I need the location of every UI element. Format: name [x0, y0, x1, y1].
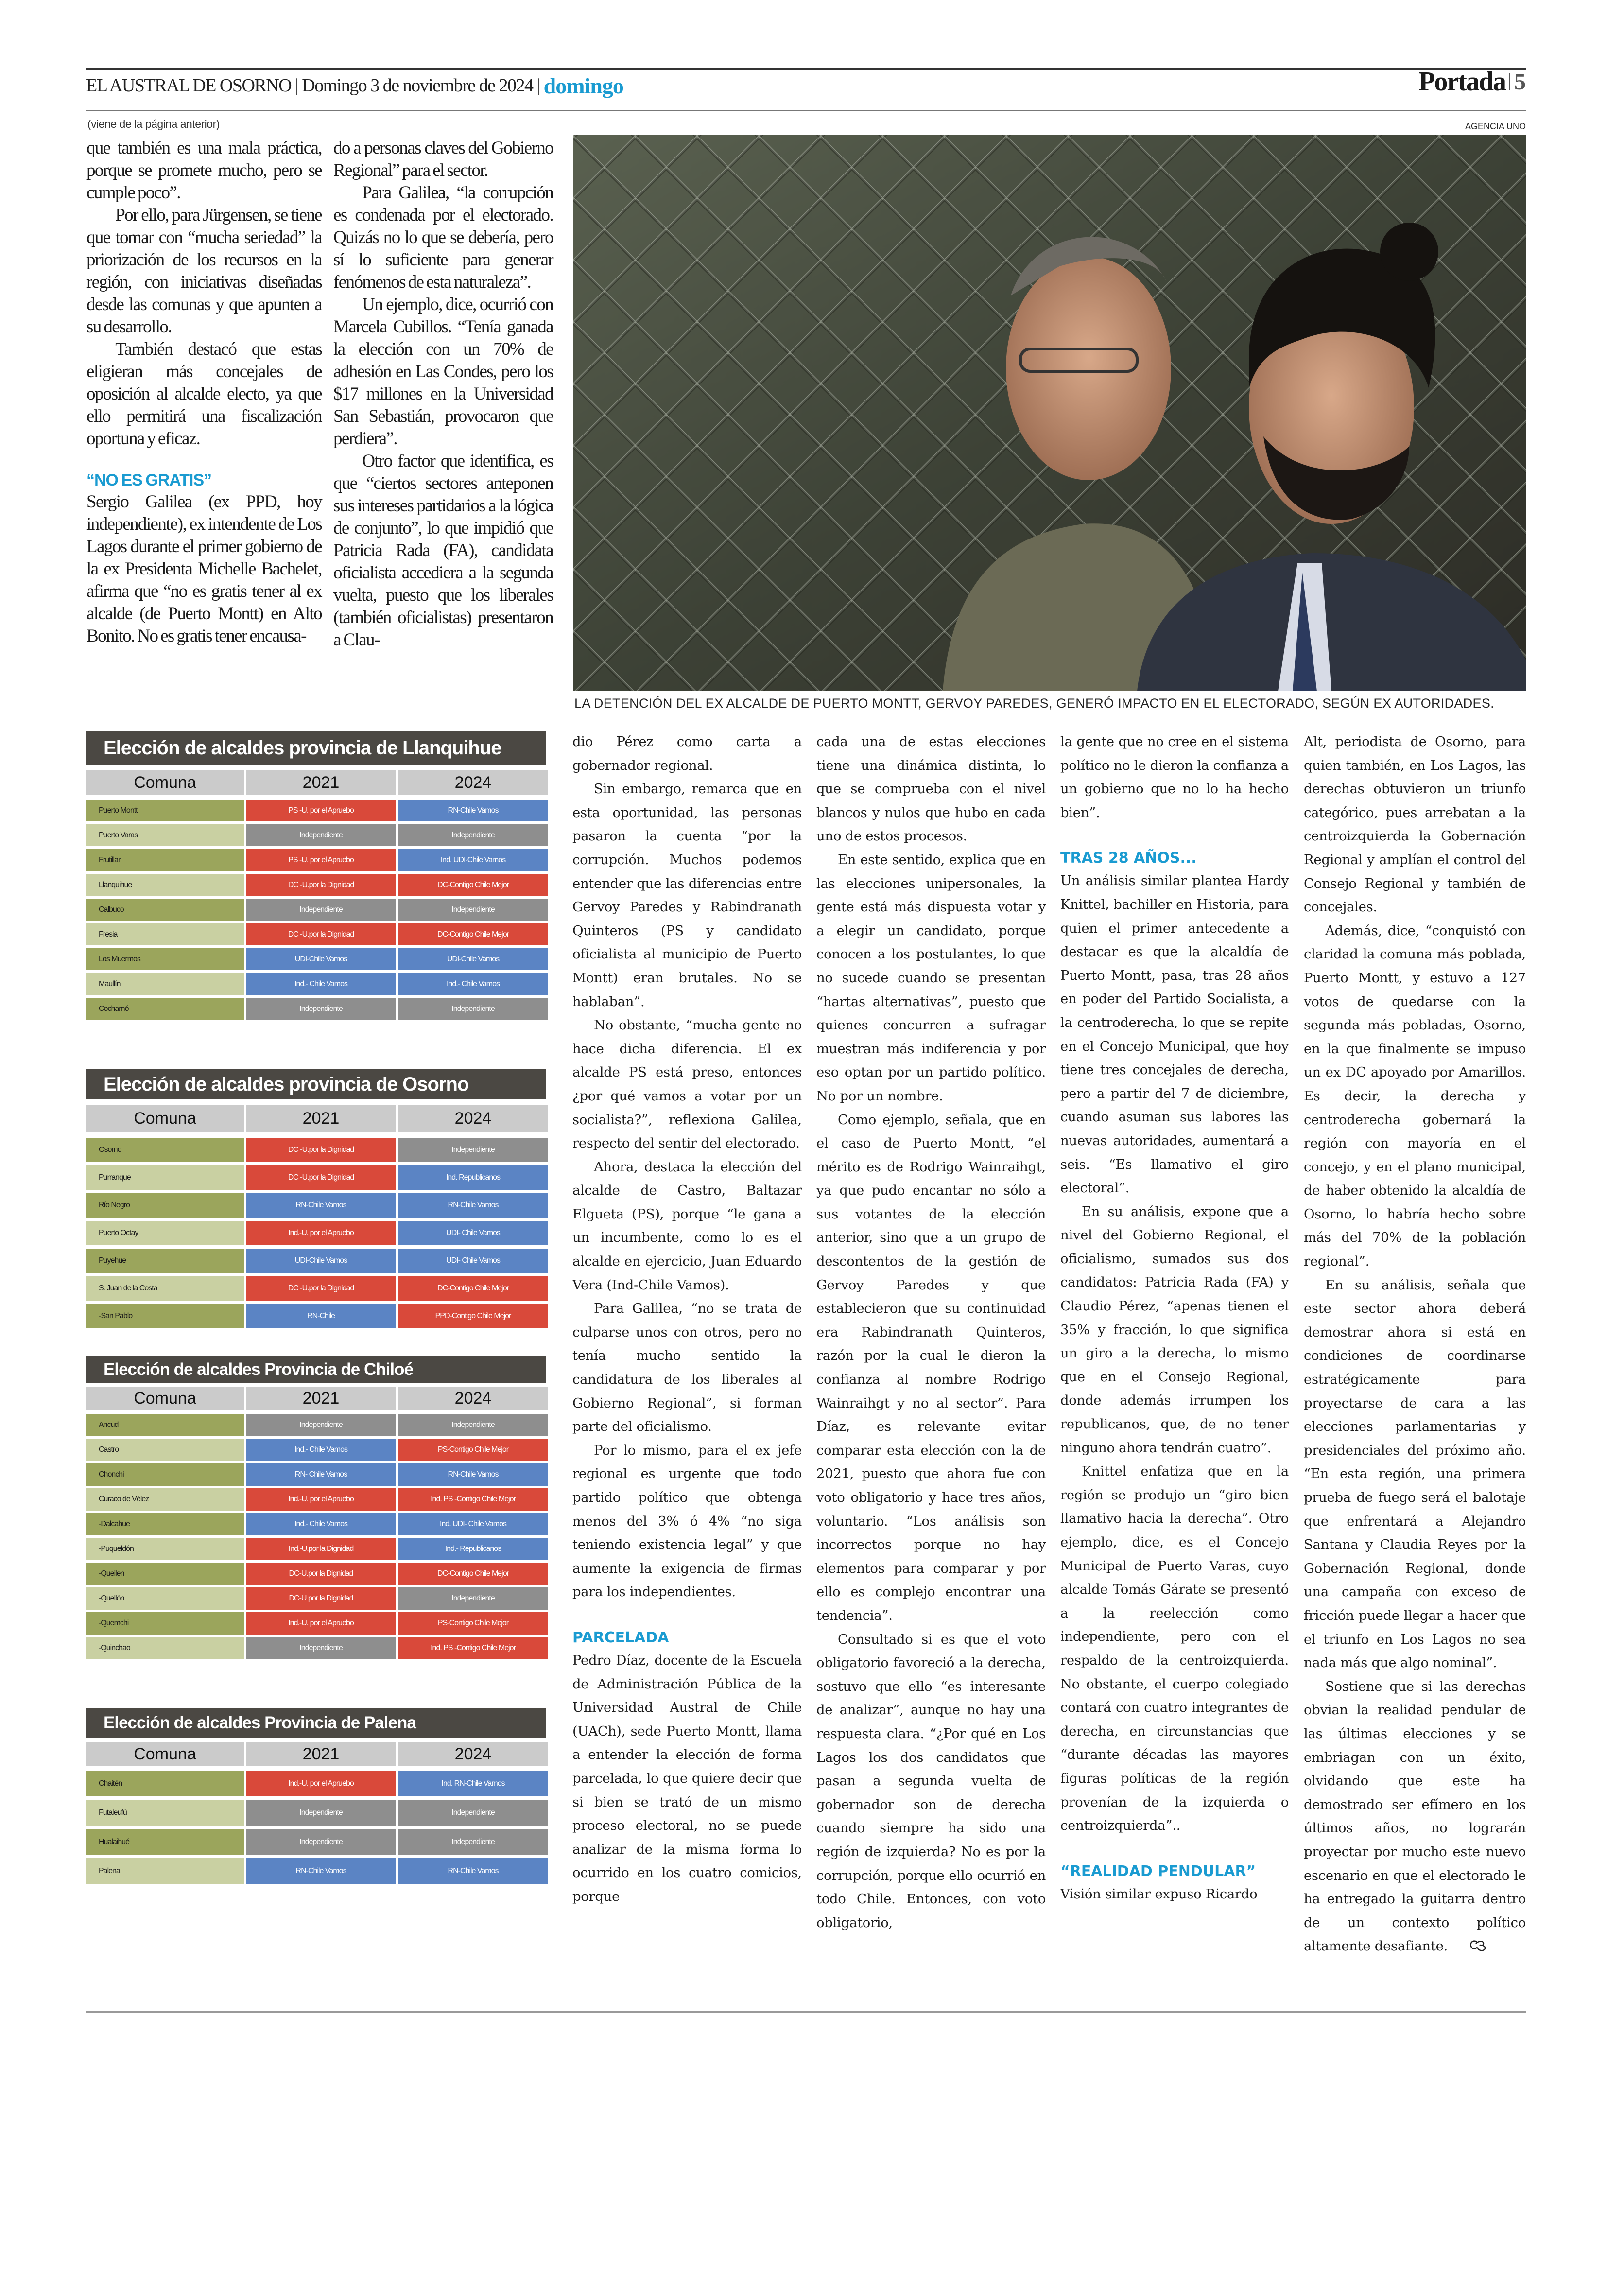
paragraph-text: Para Galilea, “no se trata de culparse unos con otros, pero no tenía mucho sentido la candidatura de los liberales al Gobierno Regional”, si forman parte del oficialismo. [572, 1301, 802, 1435]
paragraph [333, 294, 553, 450]
paragraph-text: Como ejemplo, señala, que en el caso de Puerto Montt, “el mérito es de Rodrigo Wainraihgt, ya que pudo encantar no sólo a sus votantes de la elección anterior, sino que a un grupo de descontentos de la gestión de Gervoy Paredes y que establecieron que su continuidad era Rabindranath Quinteros, razón por la cual le dieron la confianza al nombre Rodrigo Wainraihgt y no al sector”. Para Díaz, es relevante evitar comparar esta elección con la de 2021, puesto que ahora fue con voto obligatorio y hace tres años, voluntario. “Los análisis son incorrectos porque no hay elementos para comparar y por ello es complejo encontrar una tendencia”. [816, 1112, 1046, 1623]
photo-credit: AGENCIA UNO [1465, 122, 1526, 131]
paragraph [333, 137, 553, 182]
table-header-row [86, 1387, 546, 1410]
party-2021-cell: Independiente [246, 899, 396, 921]
comuna-cell: Río Negro [86, 1193, 244, 1218]
table-title: Elección de alcaldes provincia de Osorno [86, 1069, 546, 1099]
table-header-row [86, 1742, 546, 1766]
party-2021-cell: UDI-Chile Vamos [246, 1249, 396, 1273]
table-row-queilen [86, 1563, 546, 1585]
table-row-s-juan-de-la-costa [86, 1276, 546, 1301]
comuna-cell: Chaitén [86, 1771, 244, 1796]
subheading: PARCELADA [572, 1629, 669, 1646]
table-row-llanquihue [86, 874, 546, 896]
paragraph-text: Por ello, para Jürgensen, se tiene que tomar con “mucha seriedad” la priorización de los recursos en la región, con iniciativas diseñadas desde las comunas y que apunten a su desarrollo. [86, 205, 322, 337]
party-2021-cell: Ind.-U.por la Dignidad [246, 1538, 396, 1560]
table-row-puqueldon [86, 1538, 546, 1560]
article-column-3 [572, 730, 802, 1909]
table-row-futaleufu [86, 1800, 546, 1826]
party-2021-cell: Ind.- Chile Vamos [246, 1513, 396, 1535]
comuna-cell: Calbuco [86, 899, 244, 921]
paragraph-text: la gente que no cree en el sistema político no le dieron la confianza a un gobierno que no lo ha hecho bien”. [1060, 734, 1289, 820]
paragraph-text: dio Pérez como carta a gobernador regional. [572, 734, 802, 773]
party-2021-cell: Ind.- Chile Vamos [246, 973, 396, 995]
party-2024-cell: Ind. UDI- Chile Vamos [398, 1513, 548, 1535]
column-header: 2024 [398, 1387, 548, 1410]
subheading: TRAS 28 AÑOS... [1060, 850, 1197, 867]
photo-caption: LA DETENCIÓN DEL EX ALCALDE DE PUERTO MONTT, GERVOY PAREDES, GENERÓ IMPACTO EN EL ELECTORADO, SEGÚN EX AUTORIDADES. [574, 696, 1494, 711]
paragraph [333, 450, 553, 651]
table-row-fresia [86, 923, 546, 945]
table-row-chaiten [86, 1771, 546, 1796]
continued-note: (viene de la página anterior) [87, 118, 220, 130]
column-header: Comuna [86, 1387, 244, 1410]
table-row-dalcahue [86, 1513, 546, 1535]
paragraph-text: Ahora, destaca la elección del alcalde de Castro, Baltazar Elgueta (PS), porque “le gana a un incumbente, como lo es el alcalde en ejercicio, Juan Eduardo Vera (Ind-Chile Vamos). [572, 1159, 802, 1293]
column-header: Comuna [86, 1742, 244, 1766]
party-2024-cell: DC-Contigo Chile Mejor [398, 874, 548, 896]
section-name: Portada [1418, 67, 1505, 97]
party-2021-cell: Independiente [246, 1414, 396, 1436]
issue-date: Domingo 3 de noviembre de 2024 [302, 75, 533, 96]
paragraph-text: Consultado si es que el voto obligatorio favoreció a la derecha, sostuvo que ello “es interesante de analizar”, aunque no hay una respuesta clara. “¿Por qué en Los Lagos los dos candidatos que pasan a segunda vuelta de gobernador son de derecha cuando siempre ha sido una región de izquierda? No es por la corrupción, porque ello ocurrió en todo Chile. Entonces, con voto obligatorio, [816, 1631, 1046, 1931]
column-header: 2021 [246, 1105, 396, 1132]
paragraph-text: do a personas claves del Gobierno Regional” para el sector. [333, 138, 553, 180]
paragraph-text: También destacó que estas eligieran más concejales de oposición al alcalde electo, ya que ello permitirá una fiscalización oportuna y eficaz. [86, 339, 322, 449]
paragraph [572, 1297, 802, 1439]
header-top-rule [86, 68, 1526, 70]
party-2024-cell: PS-Contigo Chile Mejor [398, 1439, 548, 1461]
paragraph [572, 1013, 802, 1155]
paragraph [333, 182, 553, 294]
party-2024-cell: Independiente [398, 998, 548, 1020]
party-2024-cell: Ind. RN-Chile Vamos [398, 1771, 548, 1796]
party-2024-cell: Independiente [398, 1829, 548, 1855]
paragraph-text: Un ejemplo, dice, ocurrió con Marcela Cubillos. “Tenía ganada la elección con un 70% de adhesión en Las Condes, pero los $17 millones en la Universidad San Sebastián, provocaron que perdiera”. [333, 295, 553, 449]
party-2021-cell: DC -U.por la Dignidad [246, 1276, 396, 1301]
comuna-cell: Futaleufú [86, 1800, 244, 1826]
paragraph-text: que también es una mala práctica, porque se promete mucho, pero se cumple poco”. [86, 138, 322, 203]
party-2021-cell: DC -U.por la Dignidad [246, 923, 396, 945]
column-header: 2021 [246, 1387, 396, 1410]
party-2024-cell: Independiente [398, 1138, 548, 1162]
column-header: 2024 [398, 770, 548, 795]
paragraph-text: Sostiene que si las derechas obvian la realidad pendular de las últimas elecciones y se embriagan con un éxito, olvidando que este ha demostrado ser efímero en los últimos años, no lograrán proyectar por mucho este nuevo escenario en que el electorado le ha entregado la guitarra dentro de un contexto político altamente desafiante. [1304, 1678, 1526, 1954]
paragraph-text: Otro factor que identifica, es que “ciertos sectores anteponen sus intereses partidarios a la lógica de conjunto”, lo que impidió que Patricia Rada (FA), candidata oficialista accediera a la segunda vuelta, puesto que los liberales (también oficialistas) presentaron a Clau- [333, 451, 553, 650]
comuna-cell: -Dalcahue [86, 1513, 244, 1535]
paragraph [572, 1439, 802, 1604]
article-column-4 [816, 730, 1046, 1934]
party-2021-cell: Ind.-U. por el Apruebo [246, 1221, 396, 1245]
photo-chain-link-fence-and-men [573, 135, 1526, 691]
table-title: Elección de alcaldes provincia de Llanquihue [86, 731, 546, 765]
party-2021-cell: Independiente [246, 824, 396, 846]
party-2021-cell: RN-Chile Vamos [246, 1858, 396, 1884]
table-row-osorno [86, 1138, 546, 1162]
comuna-cell: Llanquihue [86, 874, 244, 896]
table-row-puerto-montt [86, 800, 546, 821]
paragraph [1304, 919, 1526, 1273]
paragraph-text: Pedro Díaz, docente de la Escuela de Administración Pública de la Universidad Austral de Chile (UACh), sede Puerto Montt, llama a entender la elección de forma parcelada, lo que quiere decir que si bien se trató de un mismo proceso electoral, no se puede analizar de la misma forma lo ocurrido en los cuatro comicios, porque [572, 1652, 802, 1904]
comuna-cell: Hualaihué [86, 1829, 244, 1855]
table-title: Elección de alcaldes Provincia de Palena [86, 1708, 546, 1738]
article-column-6 [1304, 730, 1526, 1958]
paragraph [1304, 730, 1526, 919]
party-2021-cell: Ind.-U. por el Apruebo [246, 1612, 396, 1635]
separator: | [295, 75, 298, 96]
party-2024-cell: Ind. PS -Contigo Chile Mejor [398, 1488, 548, 1511]
column-header: Comuna [86, 770, 244, 795]
party-2021-cell: RN-Chile [246, 1304, 396, 1328]
table-header-row [86, 770, 546, 795]
comuna-cell: Puerto Varas [86, 824, 244, 846]
party-2024-cell: Ind.- Chile Vamos [398, 973, 548, 995]
paragraph [1304, 1675, 1526, 1958]
party-2024-cell: RN-Chile Vamos [398, 1858, 548, 1884]
paragraph-text: En su análisis, expone que a nivel del Gobierno Regional, el oficialismo, sumados sus dos candidatos: Patricia Rada (FA) y Claudio Pérez, “apenas tienen el 35% y fracción, lo que significa un giro a la derecha, lo mismo que en el Consejo Regional, donde además irrumpen los republicanos, que, de no tener ninguno ahora tendrán cuatro”. [1060, 1203, 1289, 1456]
party-2021-cell: UDI-Chile Vamos [246, 948, 396, 970]
comuna-cell: S. Juan de la Costa [86, 1276, 244, 1301]
party-2024-cell: Ind.- Republicanos [398, 1538, 548, 1560]
table-row-purranque [86, 1165, 546, 1190]
table-row-los-muermos [86, 948, 546, 970]
table-row-frutillar [86, 849, 546, 871]
table-row-quemchi [86, 1612, 546, 1635]
article-column-2 [333, 137, 553, 651]
table-row-hualaihue [86, 1829, 546, 1855]
party-2021-cell: DC -U.por la Dignidad [246, 1165, 396, 1190]
paragraph [1060, 1882, 1289, 1906]
table-row-maullin [86, 973, 546, 995]
paragraph [572, 1649, 802, 1909]
table-row-chonchi [86, 1463, 546, 1486]
table-row-rio-negro [86, 1193, 546, 1218]
separator: | [536, 75, 540, 96]
paragraph [572, 730, 802, 777]
party-2024-cell: Ind. UDI-Chile Vamos [398, 849, 548, 871]
comuna-cell: Frutillar [86, 849, 244, 871]
paragraph [816, 1628, 1046, 1935]
party-2024-cell: Independiente [398, 899, 548, 921]
paragraph-text: Para Galilea, “la corrupción es condenada por el electorado. Quizás no lo que se debería, pero sí lo suficiente para generar fenómenos de esta naturaleza”. [333, 183, 553, 292]
paragraph [572, 777, 802, 1013]
publication-name: EL AUSTRAL DE OSORNO [86, 75, 292, 96]
paragraph-text: Sin embargo, remarca que en esta oportunidad, las personas pasaron la cuenta “por la corrupción. Muchos podemos entender que las diferencias entre Gervoy Paredes y Rabindranath Quinteros (PS y candidato oficialista al municipio de Puerto Montt) eran brutales. No se hablaban”. [572, 781, 802, 1009]
comuna-cell: Puyehue [86, 1249, 244, 1273]
column-header: 2024 [398, 1742, 548, 1766]
paragraph [86, 338, 322, 450]
party-2021-cell: Ind.-U. por el Apruebo [246, 1488, 396, 1511]
party-2021-cell: PS -U. por el Apruebo [246, 849, 396, 871]
paragraph-text: En este sentido, explica que en las elecciones unipersonales, la gente está más dispuesta votar y a elegir un candidato, porque conocen a los postulantes, lo que no sucede cuando se presentan “hartas alternativas”, puesto que quienes concurren a sufragar muestran más indiferencia y por eso optan por un partido político. No por un nombre. [816, 852, 1046, 1104]
party-2024-cell: Ind. Republicanos [398, 1165, 548, 1190]
column-header: 2021 [246, 770, 396, 795]
table-row-calbuco [86, 899, 546, 921]
party-2021-cell: RN- Chile Vamos [246, 1463, 396, 1486]
party-2021-cell: Independiente [246, 1800, 396, 1826]
comuna-cell: Purranque [86, 1165, 244, 1190]
table-llanquihue [86, 731, 546, 1023]
party-2024-cell: UDI-Chile Vamos [398, 948, 548, 970]
party-2021-cell: DC-U.por la Dignidad [246, 1563, 396, 1585]
table-row-cochamo [86, 998, 546, 1020]
table-row-san-pablo [86, 1304, 546, 1328]
party-2024-cell: Independiente [398, 1800, 548, 1826]
comuna-cell: -Quemchi [86, 1612, 244, 1635]
comuna-cell: Chonchi [86, 1463, 244, 1486]
table-row-quellon [86, 1587, 546, 1610]
comuna-cell: -Queilen [86, 1563, 244, 1585]
subheading: “REALIDAD PENDULAR” [1060, 1862, 1256, 1880]
paragraph [816, 1108, 1046, 1628]
table-palena [86, 1708, 546, 1887]
party-2024-cell: UDI- Chile Vamos [398, 1221, 548, 1245]
party-2021-cell: Ind.- Chile Vamos [246, 1439, 396, 1461]
subheading: “NO ES GRATIS” [86, 471, 212, 489]
paragraph-text: Un análisis similar plantea Hardy Knittel, bachiller en Historia, para quien el primer antecedente a destacar es que la alcaldía de Puerto Montt, pasa, tras 28 años en poder del Partido Socialista, a la centroderecha, lo que se repite en el Concejo Municipal, que hoy tiene tres concejales de derecha, pero a partir del 7 de diciembre, cuando asuman sus labores las nuevas autoridades, aumentará a seis. “Es llamativo el giro electoral”. [1060, 873, 1289, 1196]
edition-name: domingo [543, 73, 623, 98]
column-header: 2024 [398, 1105, 548, 1132]
paragraph [816, 848, 1046, 1108]
article-column-5 [1060, 730, 1289, 1906]
paragraph [1304, 1273, 1526, 1675]
table-row-castro [86, 1439, 546, 1461]
comuna-cell: Castro [86, 1439, 244, 1461]
party-2024-cell: PPD-Contigo Chile Mejor [398, 1304, 548, 1328]
comuna-cell: -San Pablo [86, 1304, 244, 1328]
column-header: Comuna [86, 1105, 244, 1132]
comuna-cell: -Puqueldón [86, 1538, 244, 1560]
comuna-cell: Ancud [86, 1414, 244, 1436]
comuna-cell: Palena [86, 1858, 244, 1884]
paragraph [1060, 1200, 1289, 1460]
comuna-cell: -Quellón [86, 1587, 244, 1610]
table-row-ancud [86, 1414, 546, 1436]
party-2024-cell: DC-Contigo Chile Mejor [398, 1276, 548, 1301]
comuna-cell: Cochamó [86, 998, 244, 1020]
party-2024-cell: Independiente [398, 824, 548, 846]
paragraph [1060, 1460, 1289, 1838]
comuna-cell: Puerto Montt [86, 800, 244, 821]
party-2024-cell: Ind. PS -Contigo Chile Mejor [398, 1637, 548, 1659]
page-heading [1418, 66, 1526, 97]
article-column-1 [86, 137, 322, 647]
paragraph-text: Alt, periodista de Osorno, para quien también, en Los Lagos, las derechas obtuvieron un triunfo categórico, pues arrebatan a la centroizquierda la Gobernación Regional y amplían el control del Consejo Regional y también de concejales. [1304, 734, 1526, 915]
party-2021-cell: RN-Chile Vamos [246, 1193, 396, 1218]
comuna-cell: Maullín [86, 973, 244, 995]
end-of-article-icon [1448, 1935, 1467, 1948]
header-bottom-rule [86, 110, 1526, 113]
paragraph-text: Visión similar expuso Ricardo [1060, 1886, 1258, 1902]
table-row-puyehue [86, 1249, 546, 1273]
paragraph [572, 1155, 802, 1297]
party-2024-cell: DC-Contigo Chile Mejor [398, 1563, 548, 1585]
party-2024-cell: PS-Contigo Chile Mejor [398, 1612, 548, 1635]
column-header: 2021 [246, 1742, 396, 1766]
paragraph-text: No obstante, “mucha gente no hace dicha diferencia. El ex alcalde PS está preso, entonces ¿por qué vamos a votar por un socialista?”, reflexiona Galilea, respecto del sentir del electorado. [572, 1017, 802, 1151]
party-2021-cell: DC -U.por la Dignidad [246, 874, 396, 896]
masthead [86, 71, 623, 100]
party-2024-cell: RN-Chile Vamos [398, 800, 548, 821]
paragraph-text: En su análisis, señala que este sector ahora deberá demostrar ahora si está en condiciones de coordinarse estratégicamente para proyectarse de cara a las elecciones parlamentarias y presidenciales del próximo año. “En esta región, una primera prueba de fuego será el balotaje que enfrentará a Alejandro Santana y Claudia Reyes por la Gobernación Regional, donde una campaña con exceso de fricción puede llegar a hacer que el triunfo en Los Lagos no sea nada más que algo nominal”. [1304, 1277, 1526, 1671]
table-chiloe [86, 1356, 546, 1662]
table-row-palena [86, 1858, 546, 1884]
party-2021-cell: DC-U.por la Dignidad [246, 1587, 396, 1610]
comuna-cell: Los Muermos [86, 948, 244, 970]
party-2021-cell: DC -U.por la Dignidad [246, 1138, 396, 1162]
paragraph [86, 491, 322, 647]
comuna-cell: Osorno [86, 1138, 244, 1162]
comuna-cell: -Quinchao [86, 1637, 244, 1659]
paragraph-text: Knittel enfatiza que en la región se produjo un “giro bien llamativo hacia la derecha”. Otro ejemplo, dice, es el Concejo Municipal de Puerto Varas, cuyo alcalde Tomás Gárate se presentó a la reelección como independiente, pero con el respaldo de la centroizquierda. No obstante, el cuerpo colegiado contará con cuatro integrantes de derecha, en circunstancias que “durante décadas las mayores figuras políticas de la región provenían de la izquierda o centroizquierda”.. [1060, 1463, 1289, 1834]
party-2021-cell: Independiente [246, 998, 396, 1020]
page-bottom-rule [86, 2011, 1526, 2013]
party-2021-cell: Ind.-U. por el Apruebo [246, 1771, 396, 1796]
party-2024-cell: RN-Chile Vamos [398, 1193, 548, 1218]
table-row-quinchao [86, 1637, 546, 1659]
table-header-row [86, 1105, 546, 1132]
paragraph-text: Por lo mismo, para el ex jefe regional es urgente que todo partido político que obtenga menos del 3% ó 4% “no siga teniendo existencia legal” y que aumente la exigencia de firmas para los independientes. [572, 1442, 802, 1600]
party-2021-cell: PS -U. por el Apruebo [246, 800, 396, 821]
table-osorno [86, 1069, 546, 1332]
paragraph [86, 137, 322, 204]
paragraph-text: Sergio Galilea (ex PPD, hoy independiente), ex intendente de Los Lagos durante el primer gobierno de la ex Presidenta Michelle Bachelet, afirma que “no es gratis tener al ex alcalde (de Puerto Montt) en Alto Bonito. No es gratis tener encausa- [86, 492, 322, 646]
comuna-cell: Fresia [86, 923, 244, 945]
page-number: 5 [1514, 69, 1526, 95]
table-title: Elección de alcaldes Provincia de Chiloé [86, 1356, 546, 1383]
party-2024-cell: DC-Contigo Chile Mejor [398, 923, 548, 945]
paragraph [1060, 869, 1289, 1200]
separator [1509, 73, 1510, 90]
paragraph [1060, 730, 1289, 824]
paragraph [86, 204, 322, 338]
paragraph-text: Además, dice, “conquistó con claridad la comuna más poblada, Puerto Montt, y estuvo a 127 votos de quedarse con la segunda más pobladas, Osorno, en la que finalmente se impuso un ex DC apoyado por Amarillos. Es decir, la derecha y centroderecha gobernará la región con mayoría en el concejo, y en el plano municipal, de haber obtenido la alcaldía de Osorno, lo habría hecho sobre más del 70% de la población regional”. [1304, 922, 1526, 1270]
paragraph-text: cada una de estas elecciones tiene una dinámica distinta, lo que se comprueba con el nivel blancos y nulos que hubo en cada uno de estos procesos. [816, 734, 1046, 844]
table-row-puerto-octay [86, 1221, 546, 1245]
party-2024-cell: Independiente [398, 1414, 548, 1436]
party-2021-cell: Independiente [246, 1637, 396, 1659]
paragraph [816, 730, 1046, 848]
party-2021-cell: Independiente [246, 1829, 396, 1855]
party-2024-cell: UDI- Chile Vamos [398, 1249, 548, 1273]
comuna-cell: Curaco de Vélez [86, 1488, 244, 1511]
table-row-puerto-varas [86, 824, 546, 846]
party-2024-cell: RN-Chile Vamos [398, 1463, 548, 1486]
party-2024-cell: Independiente [398, 1587, 548, 1610]
table-row-curaco-de-velez [86, 1488, 546, 1511]
comuna-cell: Puerto Octay [86, 1221, 244, 1245]
news-photo [573, 135, 1526, 691]
